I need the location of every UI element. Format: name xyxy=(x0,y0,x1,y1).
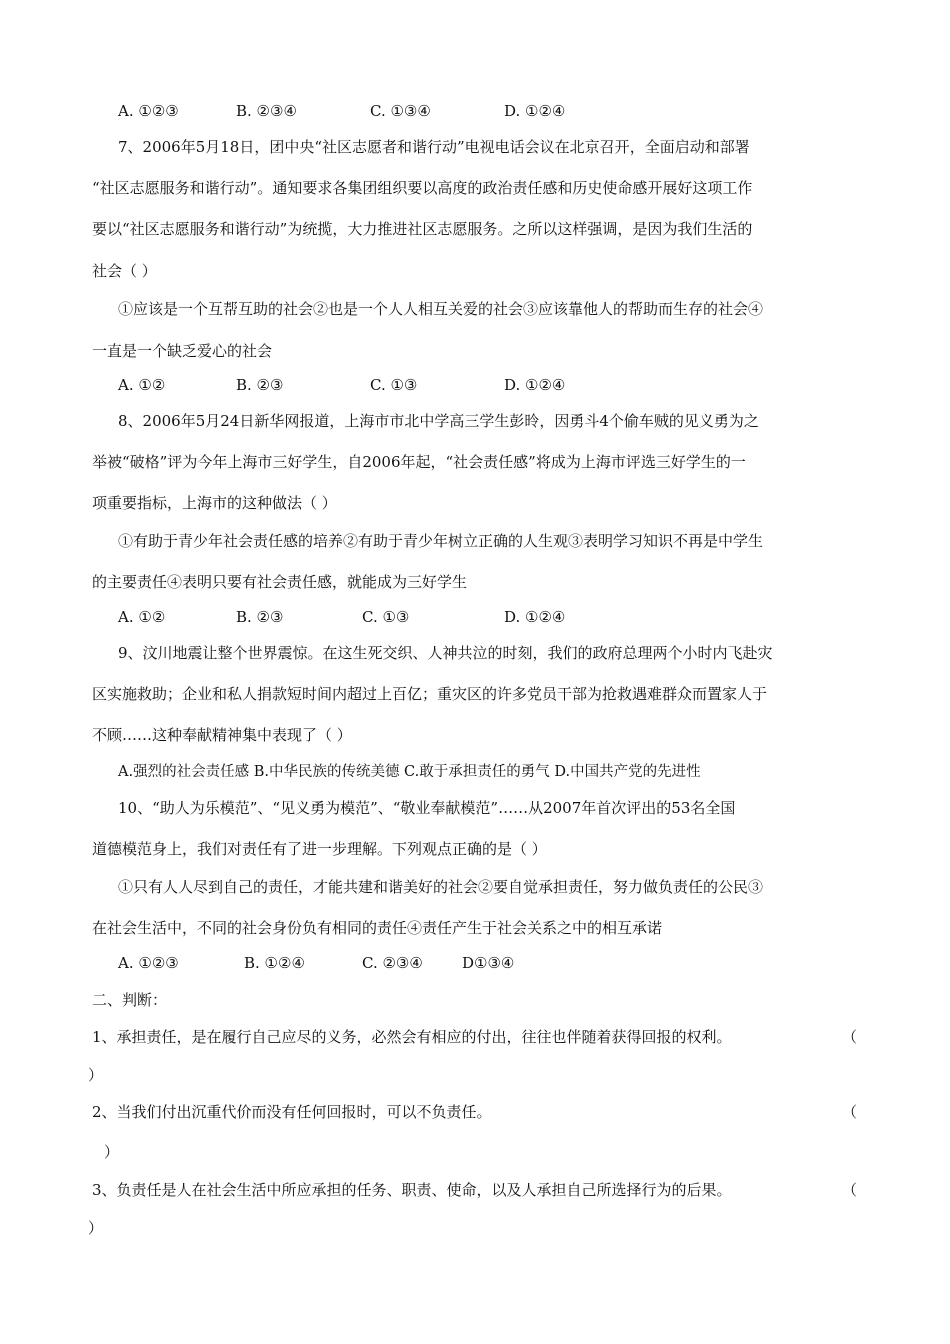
q7-option-d: D. ①②④ xyxy=(504,376,566,394)
q8-statements-line-2: 的主要责任④表明只要有社会责任感，就能成为三好学生 xyxy=(92,573,468,591)
q10-option-a: A. ①②③ xyxy=(118,954,179,972)
judge-item-2-close-paren: ） xyxy=(104,1143,120,1161)
judge-item-1-close-paren: ） xyxy=(88,1066,104,1084)
q6-option-c: C. ①③④ xyxy=(370,102,431,120)
judge-item-2-text: 2、当我们付出沉重代价而没有任何回报时，可以不负责任。 xyxy=(92,1103,492,1121)
q6-option-d: D. ①②④ xyxy=(504,102,566,120)
judge-item-3-close-paren: ） xyxy=(88,1219,104,1237)
q7-statements-line-2: 一直是一个缺乏爱心的社会 xyxy=(92,342,273,360)
q10-option-b: B. ①②④ xyxy=(244,954,305,972)
judge-item-3-open-paren: （ xyxy=(842,1181,858,1199)
q9-stem-line-3: 不顾……这种奉献精神集中表现了（ ） xyxy=(92,726,352,744)
judge-item-3-text: 3、负责任是人在社会生活中所应承担的任务、职责、使命，以及人承担自己所选择行为的后果。 xyxy=(92,1181,732,1199)
q6-option-a: A. ①②③ xyxy=(118,102,179,120)
q7-statements-line-1: ①应该是一个互帮互助的社会②也是一个人人相互关爱的社会③应该靠他人的帮助而生存的社会④ xyxy=(118,300,764,318)
q9-options-line: A.强烈的社会责任感 B.中华民族的传统美德 C.敢于承担责任的勇气 D.中国共产党的先进性 xyxy=(118,764,701,780)
q10-option-d: D①③④ xyxy=(462,954,515,972)
q10-option-c: C. ②③④ xyxy=(362,954,423,972)
q8-stem-line-3: 项重要指标，上海市的这种做法（ ） xyxy=(92,494,337,512)
q9-stem-line-1: 9、汶川地震让整个世界震惊。在这生死交织、人神共泣的时刻，我们的政府总理两个小时内飞赴灾 xyxy=(118,644,773,662)
q10-stem-line-2: 道德模范身上，我们对责任有了进一步理解。下列观点正确的是（ ） xyxy=(92,840,547,858)
q8-statements-line-1: ①有助于青少年社会责任感的培养②有助于青少年树立正确的人生观③表明学习知识不再是中学生 xyxy=(118,532,764,550)
q8-option-b: B. ②③ xyxy=(236,608,284,626)
q8-option-c: C. ①③ xyxy=(362,608,410,626)
q10-statements-line-2: 在社会生活中，不同的社会身份负有相同的责任④责任产生于社会关系之中的相互承诺 xyxy=(92,919,663,937)
section-2-title: 二、判断： xyxy=(92,991,168,1009)
q7-stem-line-2: “社区志愿服务和谐行动”。通知要求各集团组织要以高度的政治责任感和历史使命感开展好这项工作 xyxy=(92,179,753,197)
judge-item-2-open-paren: （ xyxy=(842,1103,858,1121)
q7-option-b: B. ②③ xyxy=(236,376,284,394)
q7-stem-line-3: 要以“社区志愿服务和谐行动”为统揽，大力推进社区志愿服务。之所以这样强调，是因为我们生活的 xyxy=(92,220,753,238)
q7-option-c: C. ①③ xyxy=(370,376,418,394)
judge-item-1-text: 1、承担责任，是在履行自己应尽的义务，必然会有相应的付出，往往也伴随着获得回报的权利。 xyxy=(92,1028,732,1046)
q9-stem-line-2: 区实施救助；企业和私人捐款短时间内超过上百亿；重灾区的许多党员干部为抢救遇难群众而置家人于 xyxy=(92,685,768,703)
q8-option-d: D. ①②④ xyxy=(504,608,566,626)
q8-option-a: A. ①② xyxy=(118,608,166,626)
q7-option-a: A. ①② xyxy=(118,376,166,394)
q10-statements-line-1: ①只有人人尽到自己的责任，才能共建和谐美好的社会②要自觉承担责任，努力做负责任的公民③ xyxy=(118,878,764,896)
q7-stem-line-4: 社会（ ） xyxy=(92,262,157,280)
q8-stem-line-2: 举被“破格”评为今年上海市三好学生，自2006年起，“社会责任感”将成为上海市评选三好学生的一 xyxy=(92,453,746,471)
q6-option-b: B. ②③④ xyxy=(236,102,297,120)
q10-stem-line-1: 10、“助人为乐模范”、“见义勇为模范”、“敬业奉献模范”……从2007年首次评出的53名全国 xyxy=(118,799,736,817)
q8-stem-line-1: 8、2006年5月24日新华网报道，上海市市北中学高三学生彭昤，因勇斗4个偷车贼的见义勇为之 xyxy=(118,412,759,430)
judge-item-1-open-paren: （ xyxy=(842,1028,858,1046)
q7-stem-line-1: 7、2006年5月18日，团中央“社区志愿者和谐行动”电视电话会议在北京召开，全面启动和部署 xyxy=(118,138,750,156)
